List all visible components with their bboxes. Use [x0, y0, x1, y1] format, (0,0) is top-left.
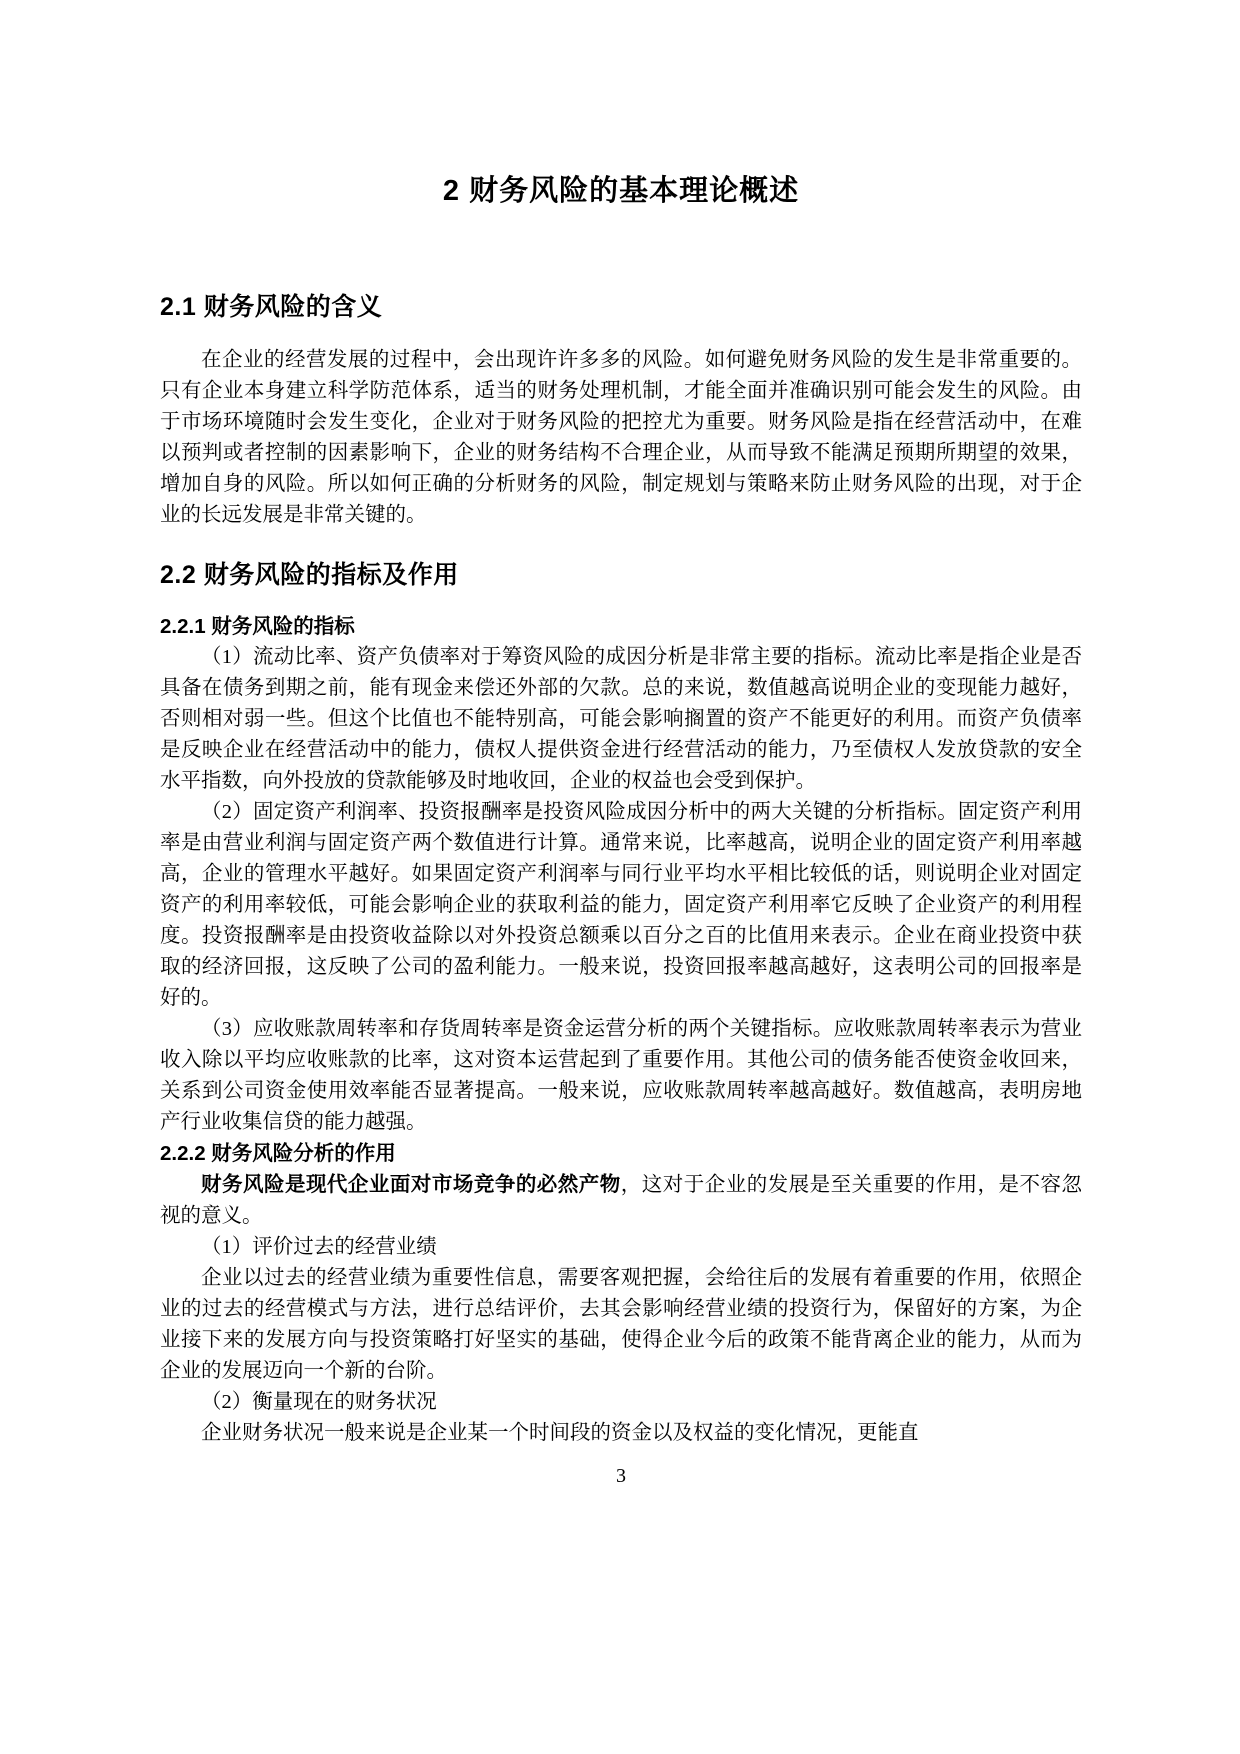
- subsection-heading-2-2-2: 2.2.2 财务风险分析的作用: [160, 1142, 396, 1165]
- item-2-heading: （2）衡量现在的财务状况: [201, 1391, 437, 1413]
- chapter-title: 2 财务风险的基本理论概述: [442, 175, 800, 207]
- subsection-2-2-1-paragraph-3: （3）应收账款周转率和存货周转率是资金运营分析的两个关键指标。应收账款周转率表示为营业收入除以平均应收账款的比率，这对资本运营起到了重要作用。其他公司的债务能否使资金收回来，关系到公司资金使用效率能否显著提高。一般来说，应收账款周转率越高越好。数值越高，表明房地产行业收集信贷的能力越强。: [160, 1018, 1082, 1133]
- lead-bold-statement: 财务风险是现代企业面对市场竞争的必然产物: [201, 1173, 621, 1196]
- lead-rest-text: ，这对于企业的发展是至关重要的作用，是不容忽视的意义。: [160, 1174, 1083, 1227]
- page-number: 3: [616, 1465, 626, 1487]
- section-heading-2-1: 2.1 财务风险的含义: [160, 293, 383, 321]
- subsection-2-2-1-paragraph-1: （1）流动比率、资产负债率对于筹资风险的成因分析是非常主要的指标。流动比率是指企业是否具备在债务到期之前，能有现金来偿还外部的欠款。总的来说，数值越高说明企业的变现能力越好，否则相对弱一些。但这个比值也不能特别高，可能会影响搁置的资产不能更好的利用。而资产负债率是反映企业在经营活动中的能力，债权人提供资金进行经营活动的能力，乃至债权人发放贷款的安全水平指数，向外投放的贷款能够及时地收回，企业的权益也会受到保护。: [160, 646, 1082, 792]
- item-2-paragraph: 企业财务状况一般来说是企业某一个时间段的资金以及权益的变化情况，更能直: [201, 1422, 919, 1444]
- subsection-2-2-2-lead-paragraph: [160, 1169, 1082, 1232]
- subsection-heading-2-2-1: 2.2.1 财务风险的指标: [160, 615, 355, 638]
- item-1-paragraph: 企业以过去的经营业绩为重要性信息，需要客观把握，会给往后的发展有着重要的作用，依照企业的过去的经营模式与方法，进行总结评价，去其会影响经营业绩的投资行为，保留好的方案，为企业接下来的发展方向与投资策略打好坚实的基础，使得企业今后的政策不能背离企业的能力，从而为企业的发展迈向一个新的台阶。: [160, 1267, 1082, 1382]
- section-2-1-paragraph: 在企业的经营发展的过程中，会出现许许多多的风险。如何避免财务风险的发生是非常重要的。只有企业本身建立科学防范体系，适当的财务处理机制，才能全面并准确识别可能会发生的风险。由于市场环境随时会发生变化，企业对于财务风险的把控尤为重要。财务风险是指在经营活动中，在难以预判或者控制的因素影响下，企业的财务结构不合理企业，从而导致不能满足预期所期望的效果，增加自身的风险。所以如何正确的分析财务的风险，制定规划与策略来防止财务风险的出现，对于企业的长远发展是非常关键的。: [160, 349, 1082, 526]
- item-1-heading: （1）评价过去的经营业绩: [201, 1236, 437, 1258]
- page-content: [160, 168, 1082, 1488]
- subsection-2-2-1-paragraph-2: （2）固定资产利润率、投资报酬率是投资风险成因分析中的两大关键的分析指标。固定资产利用率是由营业利润与固定资产两个数值进行计算。通常来说，比率越高，说明企业的固定资产利用率越高，企业的管理水平越好。如果固定资产利润率与同行业平均水平相比较低的话，则说明企业对固定资产的利用率较低，可能会影响企业的获取利益的能力，固定资产利用率它反映了企业资产的利用程度。投资报酬率是由投资收益除以对外投资总额乘以百分之百的比值用来表示。企业在商业投资中获取的经济回报，这反映了公司的盈利能力。一般来说，投资回报率越高越好，这表明公司的回报率是好的。: [160, 801, 1082, 1009]
- section-heading-2-2: 2.2 财务风险的指标及作用: [160, 561, 459, 589]
